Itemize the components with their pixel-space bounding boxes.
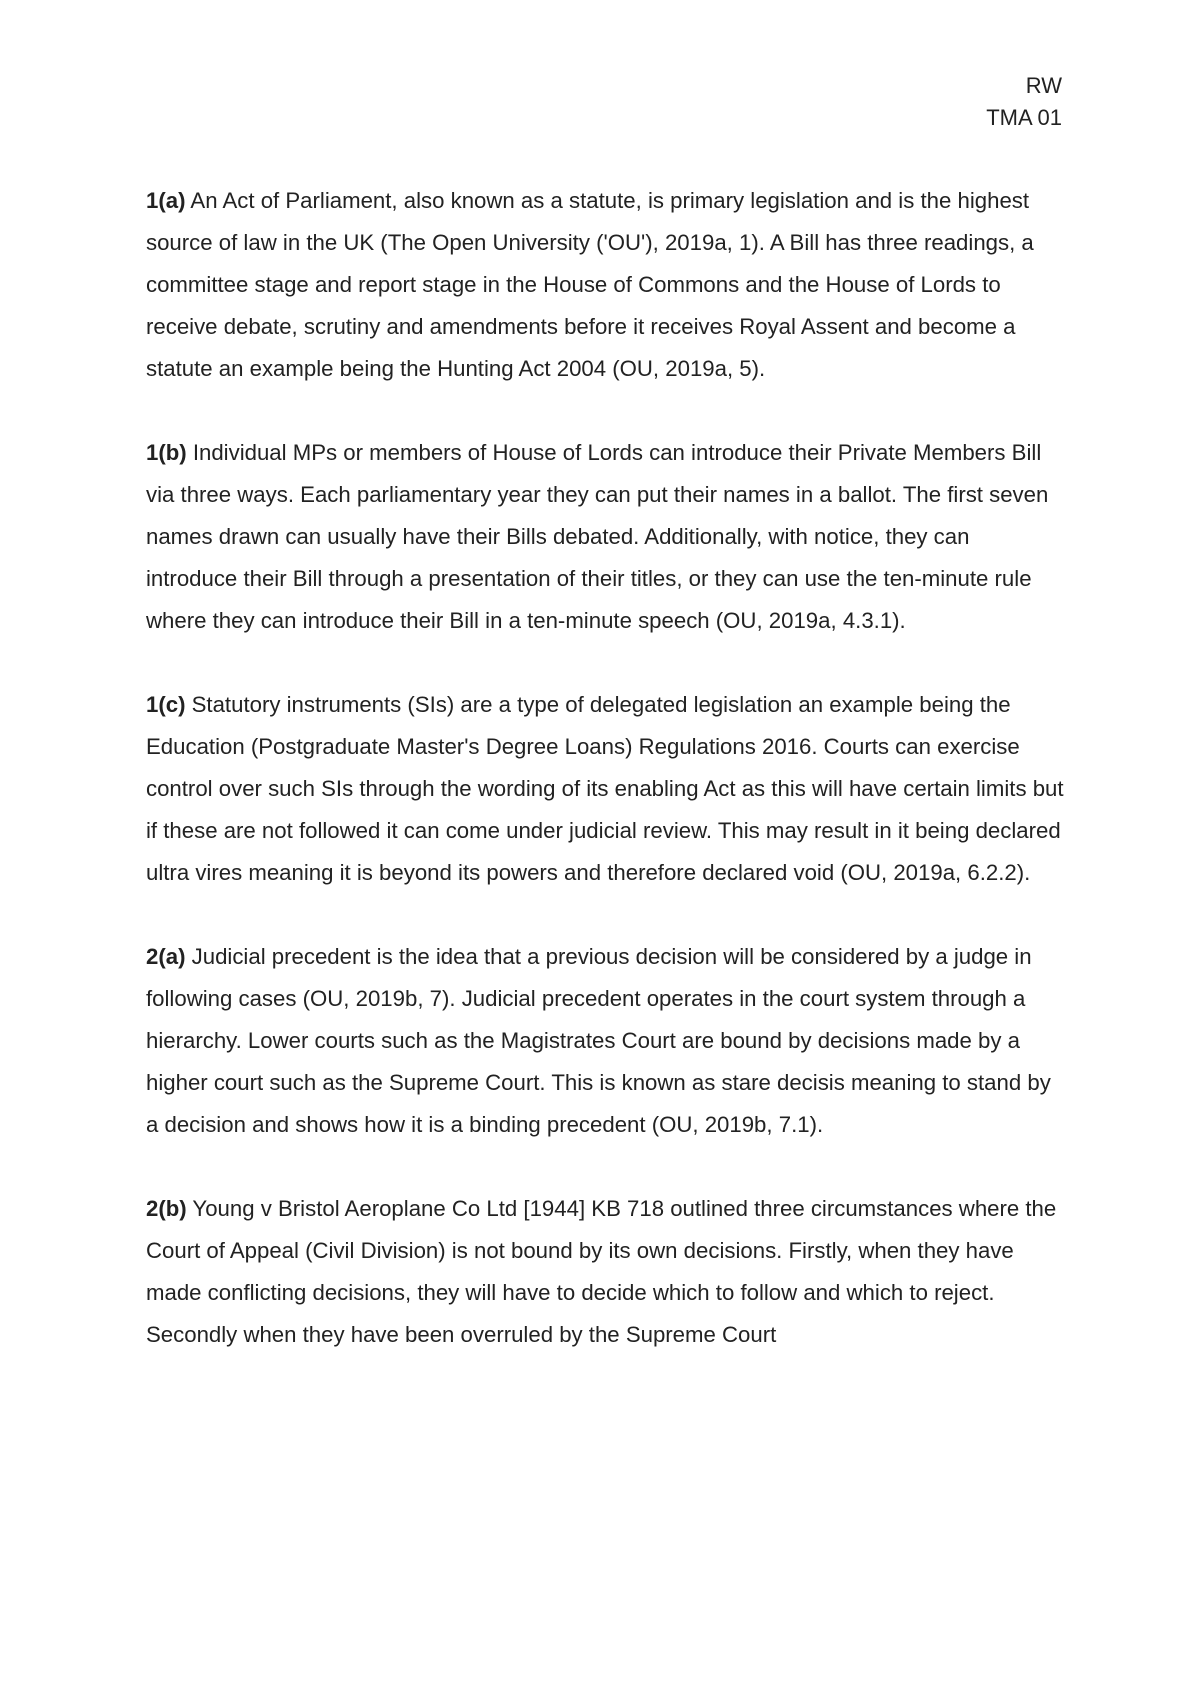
assignment-code: TMA 01 [986, 105, 1062, 130]
paragraph-text: Individual MPs or members of House of Lords can introduce their Private Members Bill via three ways. Each parliamentary year they can put their names in a ballot. The first seven names drawn can usually have their Bills debated. Additionally, with notice, they can introduce their Bill through a presentation of their titles, or they can use the ten-minute rule where they can introduce their Bill in a ten-minute speech (OU, 2019a, 4.3.1). [146, 440, 1049, 633]
paragraph-text: Statutory instruments (SIs) are a type of delegated legislation an example being the Education (Postgraduate Master's Degree Loans) Regulations 2016. Courts can exercise control over such SIs through the wording of its enabling Act as this will have certain limits but if these are not followed it can come under judicial review. This may result in it being declared ultra vires meaning it is beyond its powers and therefore declared void (OU, 2019a, 6.2.2). [146, 692, 1064, 885]
question-label: 1(c) [146, 692, 186, 717]
question-label: 1(a) [146, 188, 186, 213]
paragraph-1a [146, 180, 1066, 390]
question-label: 2(a) [146, 944, 186, 969]
paragraph-2b [146, 1188, 1066, 1356]
paragraph-text: An Act of Parliament, also known as a statute, is primary legislation and is the highest source of law in the UK (The Open University ('OU'), 2019a, 1). A Bill has three readings, a committee stage and report stage in the House of Commons and the House of Lords to receive debate, scrutiny and amendments before it receives Royal Assent and become a statute an example being the Hunting Act 2004 (OU, 2019a, 5). [146, 188, 1034, 381]
author-initials: RW [1025, 73, 1062, 98]
question-label: 1(b) [146, 440, 187, 465]
paragraph-1c [146, 684, 1066, 894]
page-header [986, 70, 1062, 134]
paragraph-2a [146, 936, 1066, 1146]
document-body [146, 180, 1066, 1398]
question-label: 2(b) [146, 1196, 187, 1221]
paragraph-1b [146, 432, 1066, 642]
paragraph-text: Judicial precedent is the idea that a previous decision will be considered by a judge in following cases (OU, 2019b, 7). Judicial precedent operates in the court system through a hierarchy. Lower courts such as the Magistrates Court are bound by decisions made by a higher court such as the Supreme Court. This is known as stare decisis meaning to stand by a decision and shows how it is a binding precedent (OU, 2019b, 7.1). [146, 944, 1051, 1137]
paragraph-text: Young v Bristol Aeroplane Co Ltd [1944] KB 718 outlined three circumstances where the Court of Appeal (Civil Division) is not bound by its own decisions. Firstly, when they have made conflicting decisions, they will have to decide which to follow and which to reject. Secondly when they have been overruled by the Supreme Court [146, 1196, 1057, 1347]
